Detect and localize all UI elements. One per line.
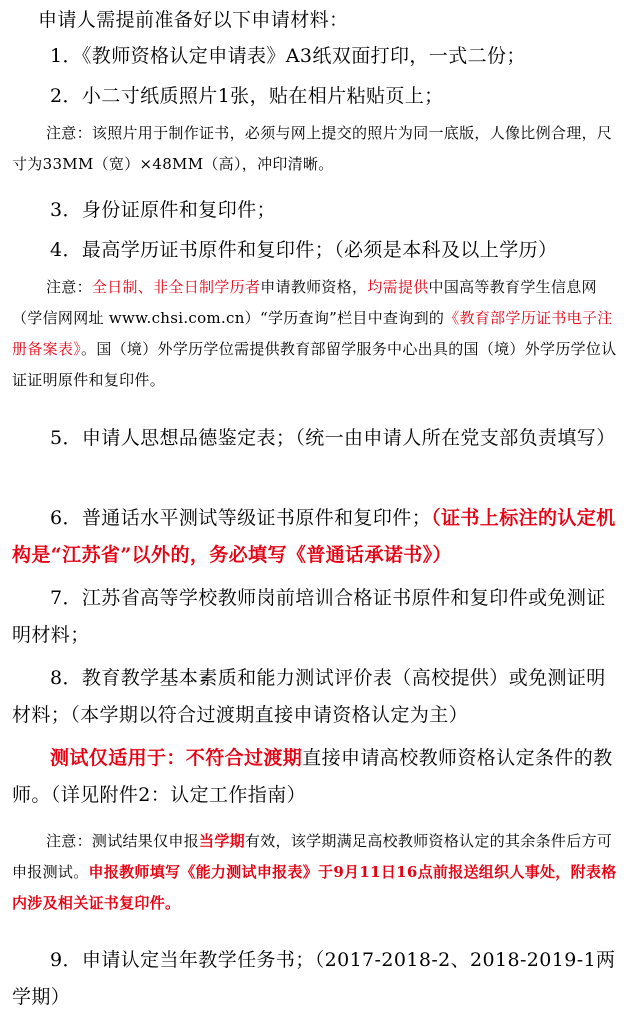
- note-diploma-text-2: 申请教师资格，: [260, 278, 368, 296]
- note-photo: 注意：该照片用于制作证书，必须与网上提交的照片为同一底版，人像比例合理，尺寸为33MM（宽）×48MM（高），冲印清晰。: [12, 124, 613, 173]
- note-diploma-highlight-1: 全日制、非全日制学历者: [91, 278, 261, 296]
- item-5-moral-evaluation: 5．申请人思想品德鉴定表；（统一由申请人所在党支部负责填写）: [50, 427, 616, 449]
- item-6-mandarin-certificate: [12, 500, 623, 574]
- test-applicability-text: 直接申请高校教师资格认定条件的教师。（详见附件2：认定工作指南）: [12, 747, 613, 806]
- item-2-photo: 2．小二寸纸质照片1张，贴在相片粘贴页上；: [50, 85, 444, 107]
- note-test: [12, 826, 623, 919]
- item-3-id-card: 3．身份证原件和复印件；: [50, 199, 276, 221]
- note-diploma-text-4: 。国（境）外学历学位需提供教育部留学服务中心出具的国（境）外学历学位认证证明原件和复印件。: [12, 340, 617, 389]
- note-diploma: [12, 272, 623, 396]
- note-diploma-highlight-2: 均需提供: [367, 278, 429, 296]
- note-test-text-2: 有效，该学期满足高校教师资格认定的其余条件后方可申报测试。: [12, 832, 613, 881]
- note-test-highlight-1: 当学期: [199, 832, 245, 850]
- test-applicability-highlight: 测试仅适用于：不符合过渡期: [50, 747, 303, 769]
- intro-line: 申请人需提前准备好以下申请材料：: [38, 9, 349, 31]
- note-test-highlight-2: 申报教师填写《能力测试申报表》于9月11日16点前报送组织人事处，附表格内涉及相关证书复印件。: [12, 863, 617, 912]
- item-7-training-certificate: 7．江苏省高等学校教师岗前培训合格证书原件和复印件或免测证明材料；: [12, 587, 606, 646]
- note-test-text-1: 注意：测试结果仅申报: [46, 832, 200, 850]
- item-8-ability-test: 8．教育教学基本素质和能力测试评价表（高校提供）或免测证明材料；（本学期以符合过渡期直接申请资格认定为主）: [12, 667, 606, 726]
- item-9-teaching-task: 9．申请认定当年教学任务书；（2017-2018-2、2018-2019-1两学期）: [12, 949, 616, 1008]
- item-6-text: 6．普通话水平测试等级证书原件和复印件；: [50, 507, 432, 529]
- item-1-application-form: 1．《教师资格认定申请表》A3纸双面打印，一式二份；: [50, 45, 526, 67]
- test-applicability: [12, 740, 623, 814]
- note-diploma-highlight-3: 《教育部学历证书电子注册备案表》: [12, 309, 613, 358]
- note-diploma-text-1: 注意：: [46, 278, 92, 296]
- item-6-highlight: （证书上标注的认定机构是“江苏省”以外的，务必填写《普通话承诺书》）: [12, 507, 616, 566]
- item-4-diploma: 4．最高学历证书原件和复印件；（必须是本科及以上学历）: [50, 239, 558, 261]
- note-diploma-text-3: 中国高等教育学生信息网（学信网网址 www.chsi.com.cn）“学历查询”栏目中查询到的: [12, 278, 597, 327]
